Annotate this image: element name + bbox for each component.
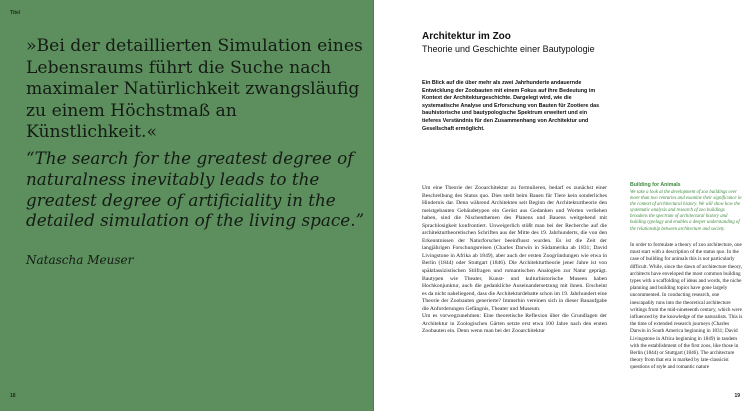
sidebar-abstract: We take a look at the development of zoo buildings over more than two centuries and examine their significance in the context of architectural history. We will show how the systematic analysis and research of zoo buildings broadens the spectrum of architectural history and building typology and enables a deeper understanding of the relationship between architecture and society. xyxy=(630,190,742,232)
body-paragraph: Um eine Theorie der Zooarchitektur zu formulieren, bedarf es zunächst einer Beschreibung des Status quo. Dies stellt beim Bauen für Tiere kein sonderliches Hindernis dar. Denn während Architekten seit Beginn der Architekturtheorie den meistgebauten Gebäudetypen ein Gerüst aus Gedanken und Worten verliehen haben, sind die Nischenthemen des Planens und Bauens weitgehend mit Sprachlosigkeit konfrontiert. Unweigerlich stößt man bei der Recherche auf die architekturtheoretischen Schriften aus der Mitte des 19. Jahrhunderts, die von den Erkenntnissen der Naturforscher beeinflusst wurden. Es ist die Zeit der langjährigen Forschungsreisen (Charles Darwin in Südamerika ab 1831; David Livingstone in Afrika ab 1849), aber auch der ersten Zoogründungen wie etwa in Berlin (1844) oder Stuttgart (1846). Die Architekturtheorie jener Jahre ist von späktlassizistischen Stilfragen und romantischen Analogien zur Natur geprägt. Bautypen wie Theater, Kunst- und kulturhistorische Museen haben Hochkonjunktur, auch die gedankliche Auseinandersetzung mit ihnen. Erscheint es da nicht naheliegend, dass die Architekturdebatte schon im 19. Jahrhundert eine Theorie der Zoobauten generierte? Immerhin vereinen sich in dieser Bauaufgabe die Anforderungen Gefängnis, Theater und Museum. xyxy=(422,185,607,312)
body-text-german xyxy=(422,185,607,336)
english-sidebar xyxy=(630,182,742,233)
left-page xyxy=(0,0,374,411)
article-abstract: Ein Blick auf die über mehr als zwei Jahrhunderte andauernde Entwicklung der Zoobauten mit einem Fokus auf ihre Bedeutung im Kontext der Architekturgeschichte. Dargelegt wird, wie die systematische Analyse und Erforschung von Bauten für Zootiere das bauhistorische und bautypologische Spektrum erweitert und ein tieferes Verständnis für den Zusammenhang von Architektur und Gesellschaft ermöglicht. xyxy=(422,80,600,132)
right-page xyxy=(374,0,750,411)
page-number-right: 19 xyxy=(734,393,740,399)
body-text-english xyxy=(630,242,744,372)
quote-german: »Bei der detaillierten Simulation eines Lebensraums führt die Suche nach maximaler Natürlichkeit zwangsläufig zu einem Höchstmaß an Künstlichkeit.« xyxy=(26,36,363,142)
running-head: Titel xyxy=(10,10,21,16)
body-paragraph-english: In order to formulate a theory of zoo architecture, one must start with a description of the status quo. In the case of building for animals this is not particularly difficult. While, since the dawn of architecture theory, architects have enveloped the most common building types with a scaffolding of ideas and words, the niche planning and building topics have gone largely uncommented. In conducting research, one inescapably runs into the theoretical architecture writings from the mid-nineteenth century, which were influenced by the knowledge of the naturalists. This is the time of extended research journeys (Charles Darwin in South America beginning in 1831; David Livingstone in Africa beginning in 1849) in tandem with the establishment of the first zoos, like those in Berlin (1844) or Stuttgart (1846). The architecture theory from that era is marked by late-classicist questions of style and romantic nature xyxy=(630,242,743,371)
page-number-left: 18 xyxy=(10,393,16,399)
article-title: Architektur im Zoo xyxy=(422,31,511,42)
quote-author: Natascha Meuser xyxy=(26,253,134,267)
body-paragraph: Um es vorwegzunehmen: Eine theoretische Reflexion über die Grundlagen der Architektur in Zoologischen Gärten setzte erst etwa 100 Jahre nach den ersten Zoobauten ein. Denn wenn man bei der Zooarchitektur xyxy=(422,313,607,335)
article-subtitle: Theorie und Geschichte einer Bautypologie xyxy=(422,44,595,54)
quote-english: “The search for the greatest degree of naturalness inevitably leads to the greatest degree of artificiality in the detailed simulation of the living space.” xyxy=(26,148,365,231)
sidebar-heading: Building for Animals xyxy=(630,182,681,188)
